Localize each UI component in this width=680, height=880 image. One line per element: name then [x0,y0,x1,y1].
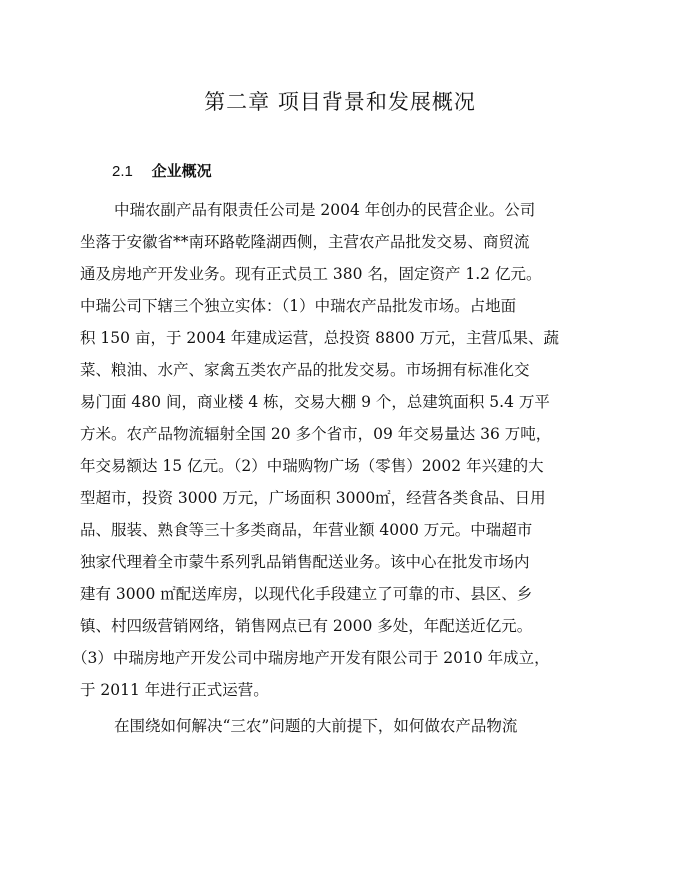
text-line: 坐落于安徽省**南环路乾隆湖西侧，主营农产品批发交易、商贸流 [80,233,530,251]
text-line: 通及房地产开发业务。现有正式员工 380 名，固定资产 1.2 亿元。 [80,265,542,283]
section-heading [112,160,212,181]
chapter-title: 第二章 项目背景和发展概况 [204,90,476,114]
text-line: 在围绕如何解决“三农”问题的大前提下，如何做农产品物流 [114,717,518,735]
text-line: 积 150 亩，于 2004 年建成运营，总投资 8800 万元，主营瓜果、蔬 [80,329,560,347]
text-line: 品、服装、熟食等三十多类商品，年营业额 4000 万元。中瑞超市 [80,521,533,539]
section-title: 企业概况 [151,162,212,180]
text-line: 独家代理着全市蒙牛系列乳品销售配送业务。该中心在批发市场内 [80,553,530,571]
text-line: 易门面 480 间，商业楼 4 栋，交易大棚 9 个，总建筑面积 5.4 万平 [80,393,550,411]
text-line: 镇、村四级营销网络，销售网点已有 2000 多处，年配送近亿元。 [80,617,533,635]
text-line: 建有 3000 ㎡配送库房，以现代化手段建立了可靠的市、县区、乡 [80,585,533,603]
text-line: 中瑞农副产品有限责任公司是 2004 年创办的民营企业。公司 [114,201,536,219]
text-line: 中瑞公司下辖三个独立实体：（1）中瑞农产品批发市场。占地面 [80,297,517,315]
text-line: 于 2011 年进行正式运营。 [80,681,269,699]
text-line: 菜、粮油、水产、家禽五类农产品的批发交易。市场拥有标准化交 [80,361,530,379]
text-line: 年交易额达 15 亿元。（2）中瑞购物广场（零售）2002 年兴建的大 [80,457,544,475]
section-number: 2.1 [112,163,133,180]
text-line: 方米。农产品物流辐射全国 20 多个省市，09 年交易量达 36 万吨， [80,425,552,443]
text-line: （3）中瑞房地产开发公司中瑞房地产开发有限公司于 2010 年成立， [72,649,550,667]
text-line: 型超市，投资 3000 万元，广场面积 3000㎡，经营各类食品、日用 [80,489,546,507]
